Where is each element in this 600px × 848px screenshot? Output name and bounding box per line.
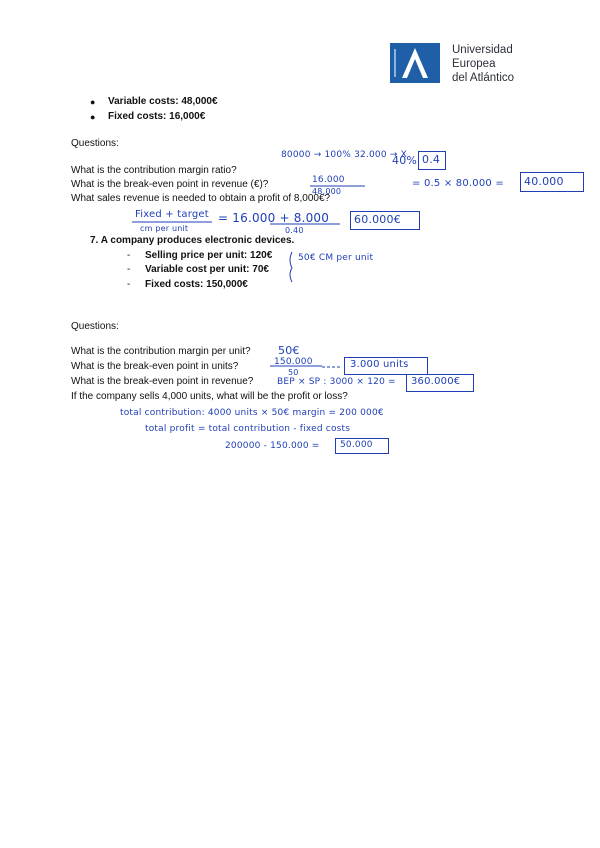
dash-marker: - <box>127 279 131 290</box>
hw-p7-margin-note: 50€ CM per unit <box>298 253 374 263</box>
hw-p7-q1: 50€ <box>278 344 300 357</box>
hw-q3-num: Fixed + target <box>135 209 209 220</box>
bullet-fixed-costs: Fixed costs: 16,000€ <box>108 111 206 122</box>
bullet-icon: ● <box>90 97 96 107</box>
hw-q2-box-value: 40.000 <box>524 175 564 188</box>
questions-label: Questions: <box>71 138 119 149</box>
item-fixed-costs: Fixed costs: 150,000€ <box>145 279 248 290</box>
question-bep-revenue: What is the break-even point in revenue (€)? <box>71 179 269 190</box>
hw-p7-q3-box-value: 360.000€ <box>411 376 461 387</box>
question-bep-revenue-2: What is the break-even point in revenue? <box>71 376 254 387</box>
question-cm-ratio: What is the contribution margin ratio? <box>71 165 237 176</box>
question-bep-units: What is the break-even point in units? <box>71 361 239 372</box>
question-cm-per-unit: What is the contribution margin per unit? <box>71 346 251 357</box>
logo-line-2: Europea <box>452 58 496 70</box>
hw-q1-box-value: 0.4 <box>422 153 441 166</box>
bullet-variable-costs: Variable costs: 48,000€ <box>108 96 218 107</box>
question-profit-loss: If the company sells 4,000 units, what will be the profit or loss? <box>71 391 348 402</box>
hw-p7-q4-line3: 200000 - 150.000 = <box>225 441 320 451</box>
hw-q2-den: 48.000 <box>312 187 342 196</box>
hw-q3-calc-num: = 16.000 + 8.000 <box>218 211 330 225</box>
problem-7-title: 7. A company produces electronic devices. <box>90 235 295 246</box>
hw-q2-calc: = 0.5 × 80.000 = <box>412 178 504 189</box>
dash-marker: - <box>127 264 131 275</box>
hw-p7-q4-box-value: 50.000 <box>340 440 373 450</box>
hw-p7-q2-num: 150.000 <box>274 357 313 367</box>
question-target-revenue: What sales revenue is needed to obtain a profit of 8,000€? <box>71 193 331 204</box>
hw-q3-calc-den: 0.40 <box>285 226 304 235</box>
dash-marker: - <box>127 250 131 261</box>
hw-q3-box-value: 60.000€ <box>354 213 401 226</box>
questions-label-2: Questions: <box>71 321 119 332</box>
hw-q1-calc: 80000 → 100% 32.000 → X <box>281 150 408 160</box>
logo-line-1: Universidad <box>452 44 513 56</box>
bullet-icon: ● <box>90 112 96 122</box>
logo-line-3: del Atlántico <box>452 72 515 84</box>
hw-q3-den: cm per unit <box>140 224 189 233</box>
item-variable-cost: Variable cost per unit: 70€ <box>145 264 269 275</box>
hw-q2-num: 16.000 <box>312 175 345 185</box>
hw-p7-q4-line2: total profit = total contribution - fixed costs <box>145 424 351 434</box>
hw-p7-q2-den: 50 <box>288 368 299 377</box>
hw-p7-q3: BEP × SP : 3000 × 120 = <box>277 377 396 387</box>
hw-p7-q4-line1: total contribution: 4000 units × 50€ margin = 200 000€ <box>120 408 384 418</box>
hw-q1-result: 40% <box>392 154 418 167</box>
item-selling-price: Selling price per unit: 120€ <box>145 250 273 261</box>
hw-p7-q2-box-value: 3.000 units <box>350 359 409 370</box>
